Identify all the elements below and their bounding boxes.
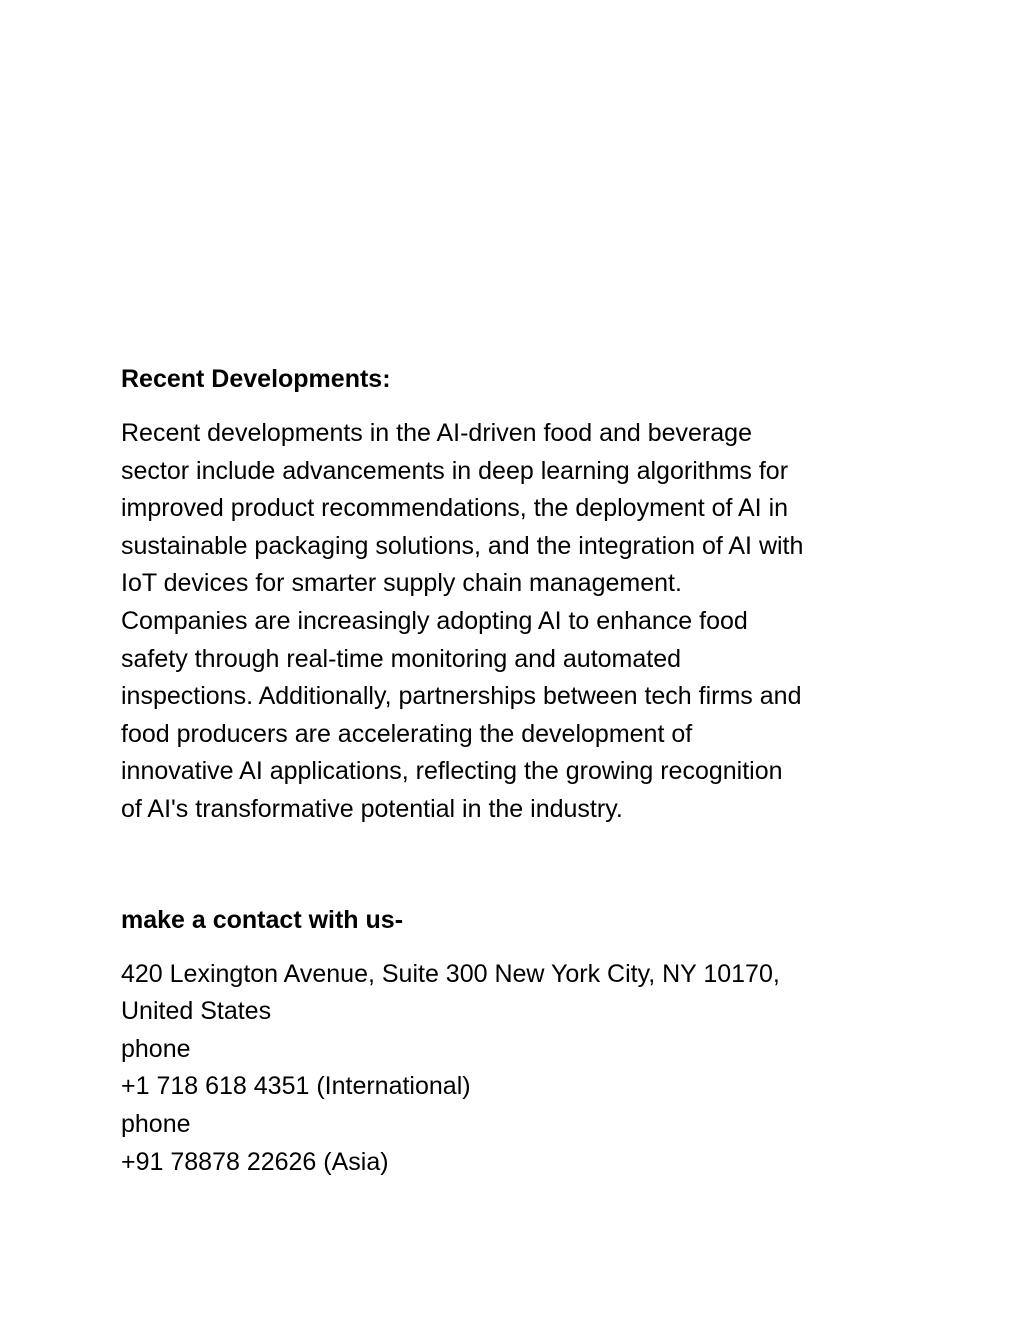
phone-number-international: +1 718 618 4351 (International) bbox=[121, 1072, 471, 1101]
paragraph-line: IoT devices for smarter supply chain management. bbox=[121, 569, 682, 598]
paragraph-line: sustainable packaging solutions, and the integration of AI with bbox=[121, 531, 804, 560]
contact-heading: make a contact with us- bbox=[121, 905, 404, 934]
paragraph-line: Recent developments in the AI-driven food and beverage bbox=[121, 419, 752, 447]
recent-developments-heading: Recent Developments: bbox=[121, 365, 391, 393]
document-page bbox=[121, 361, 911, 1181]
phone-label-asia: phone bbox=[121, 1109, 191, 1138]
paragraph-line: Companies are increasingly adopting AI to enhance food bbox=[121, 606, 748, 635]
paragraph-line: safety through real-time monitoring and automated bbox=[121, 644, 682, 673]
paragraph-line: sector include advancements in deep learning algorithms for bbox=[121, 456, 789, 485]
paragraph-line: food producers are accelerating the development of bbox=[121, 719, 693, 748]
address-line-2: United States bbox=[121, 997, 272, 1026]
contact-details bbox=[121, 956, 911, 1182]
paragraph-line: inspections. Additionally, partnerships between tech firms and bbox=[121, 682, 802, 711]
paragraph-line: improved product recommendations, the deployment of AI in bbox=[121, 494, 789, 523]
phone-number-asia: +91 78878 22626 (Asia) bbox=[121, 1147, 389, 1176]
paragraph-line: of AI's transformative potential in the industry. bbox=[121, 794, 623, 823]
paragraph-line: innovative AI applications, reflecting the growing recognition bbox=[121, 757, 783, 786]
recent-developments-paragraph bbox=[121, 415, 911, 829]
phone-label-international: phone bbox=[121, 1034, 191, 1063]
address-line-1: 420 Lexington Avenue, Suite 300 New York City, NY 10170, bbox=[121, 959, 780, 988]
